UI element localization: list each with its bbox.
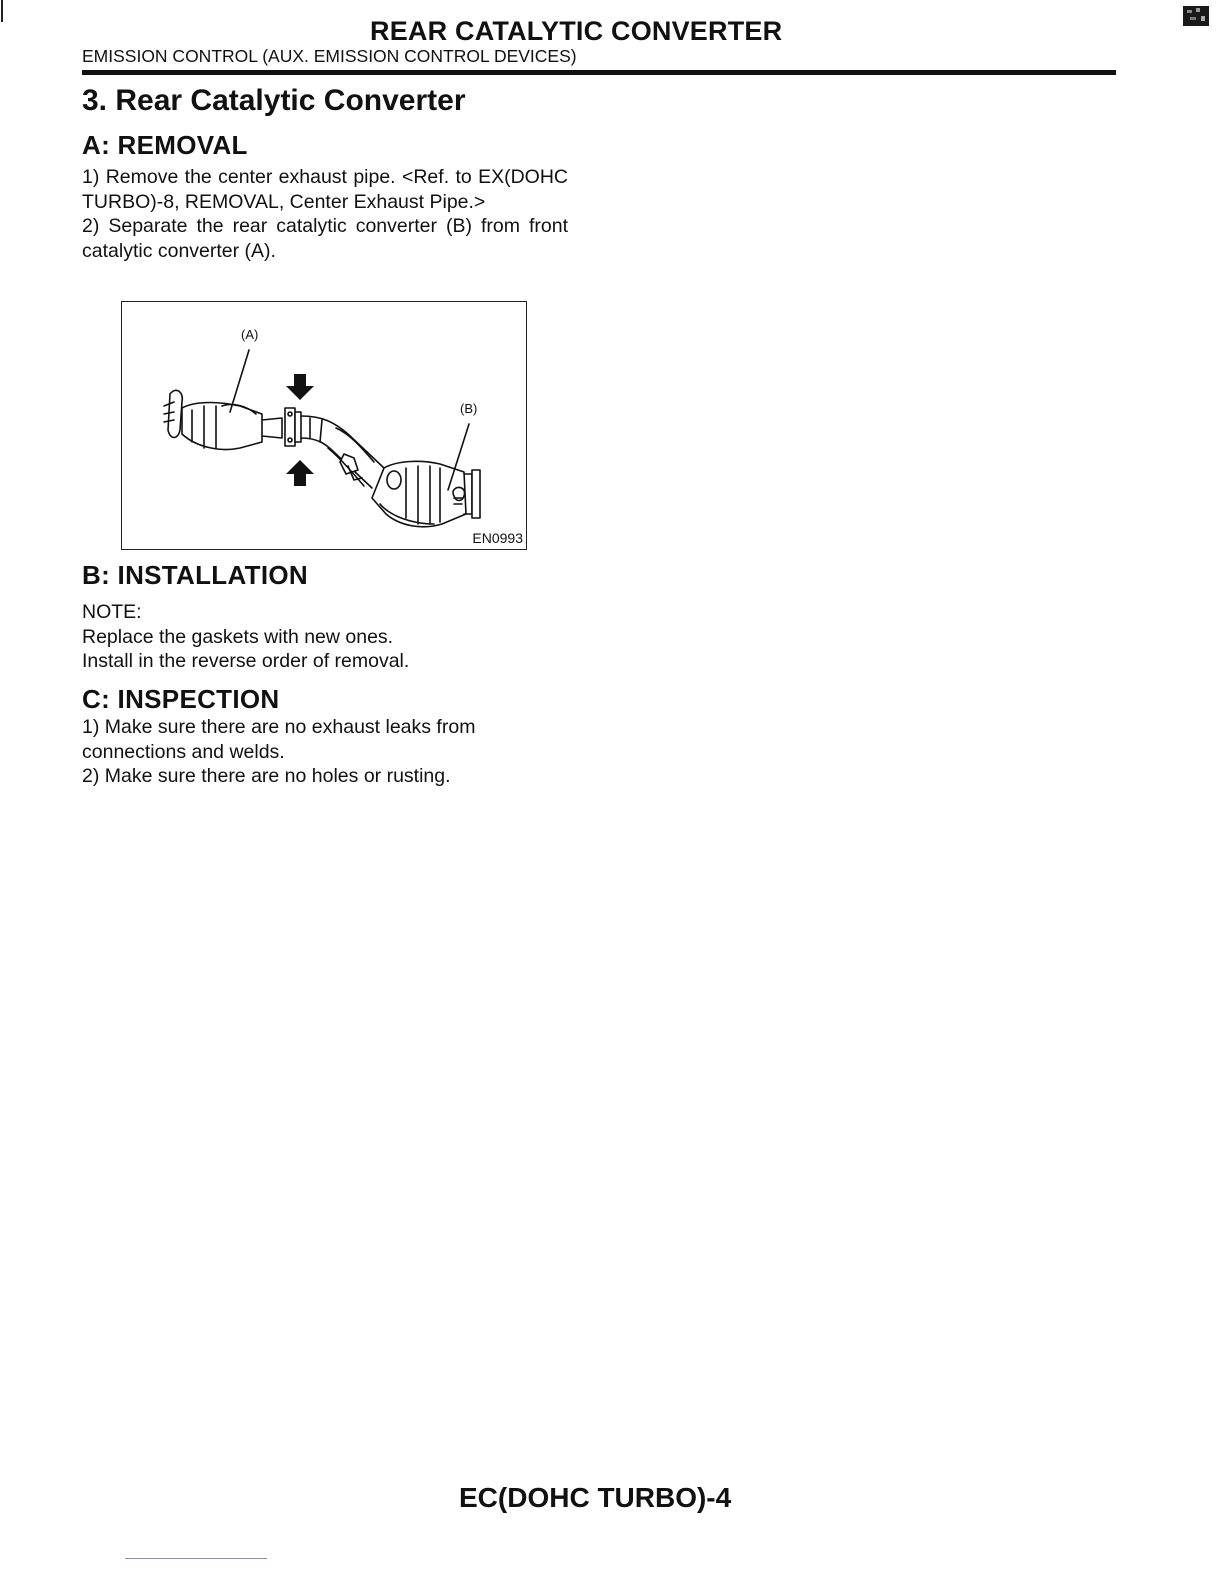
installation-heading: B: INSTALLATION	[82, 560, 308, 590]
header-rule	[82, 70, 1116, 75]
removal-step-1: 1) Remove the center exhaust pipe. <Ref. to EX(DOHC TURBO)-8, REMOVAL, Center Exhaust Pipe.>	[82, 166, 568, 213]
figure-code: EN0993	[472, 530, 523, 546]
installation-note-1: Replace the gaskets with new ones.	[82, 625, 394, 648]
bottom-rule	[125, 1558, 267, 1559]
exhaust-illustration	[122, 302, 528, 551]
removal-heading: A: REMOVAL	[82, 130, 248, 160]
page-number: EC(DOHC TURBO)-4	[459, 1482, 732, 1513]
inspection-steps	[82, 715, 568, 789]
page-subtitle: EMISSION CONTROL (AUX. EMISSION CONTROL DEVICES)	[82, 46, 577, 66]
scan-margin-mark	[1, 0, 3, 22]
figure-label-b: (B)	[460, 401, 478, 416]
inspection-step-1: 1) Make sure there are no exhaust leaks from connections and welds.	[82, 716, 476, 763]
section-title: 3. Rear Catalytic Converter	[82, 84, 466, 117]
inspection-step-2: 2) Make sure there are no holes or rusting.	[82, 765, 451, 787]
corner-scan-mark	[1181, 2, 1211, 28]
inspection-heading: C: INSPECTION	[82, 684, 280, 714]
installation-note-2: Install in the reverse order of removal.	[82, 650, 410, 672]
installation-note	[82, 600, 568, 674]
exhaust-figure	[121, 301, 527, 550]
figure-label-a: (A)	[241, 327, 259, 342]
removal-steps	[82, 165, 568, 263]
note-label: NOTE:	[82, 601, 142, 623]
page-title: REAR CATALYTIC CONVERTER	[370, 16, 783, 46]
removal-step-2: 2) Separate the rear catalytic converter (B) from front catalytic converter (A).	[82, 215, 568, 262]
